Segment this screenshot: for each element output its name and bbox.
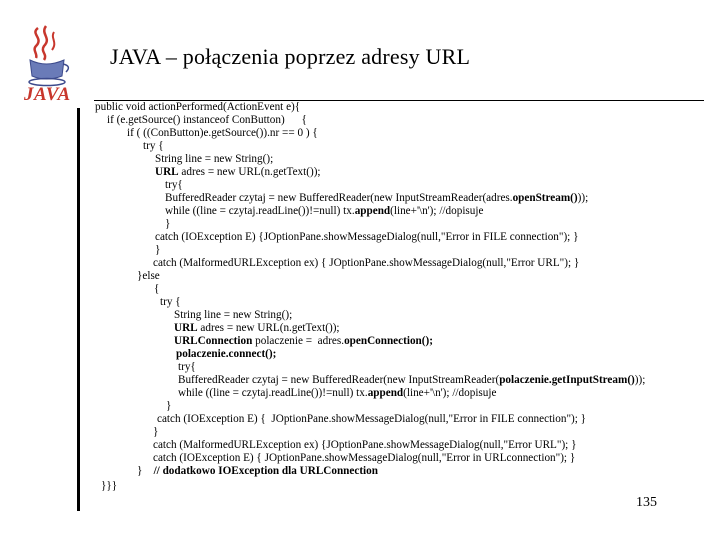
code-line: }: [155, 244, 161, 256]
code-line: } // dodatkowo IOException dla URLConnection: [137, 465, 378, 477]
code-line: URLConnection polaczenie = adres.openConnection();: [174, 335, 433, 347]
code-line: polaczenie.connect();: [176, 348, 277, 360]
left-vertical-rule: [77, 108, 80, 511]
code-line: catch (MalformedURLException ex) { JOptionPane.showMessageDialog(null,"Error URL"); }: [153, 257, 580, 269]
code-line: catch (MalformedURLException ex) {JOptionPane.showMessageDialog(null,"Error URL"); }: [153, 439, 577, 451]
code-line: BufferedReader czytaj = new BufferedReader(new InputStreamReader(adres.openStream()));: [165, 192, 589, 204]
logo-text: JAVA: [24, 84, 71, 105]
code-line: String line = new String();: [174, 309, 293, 321]
page-number: 135: [636, 495, 657, 510]
code-line: if ( ((ConButton)e.getSource()).nr == 0 ) {: [127, 127, 318, 139]
code-line: }: [153, 426, 159, 438]
code-line: catch (IOException E) { JOptionPane.showMessageDialog(null,"Error in FILE connection"); }: [157, 413, 587, 425]
code-line: catch (IOException E) {JOptionPane.showMessageDialog(null,"Error in FILE connection"); }: [155, 231, 579, 243]
code-line: }: [165, 218, 171, 230]
code-line: if (e.getSource() instanceof ConButton) {: [107, 114, 307, 126]
code-line: while ((line = czytaj.readLine())!=null) tx.append(line+'\n'); //dopisuje: [178, 387, 497, 399]
code-line: BufferedReader czytaj = new BufferedReader(new InputStreamReader(polaczenie.getInputStream()));: [178, 374, 646, 386]
code-line: }else: [137, 270, 160, 282]
code-line: {: [154, 283, 160, 295]
code-line: }}}: [101, 480, 118, 492]
java-logo: [22, 22, 74, 106]
code-line: try {: [160, 296, 181, 308]
slide-title: JAVA – połączenia poprzez adresy URL: [110, 44, 471, 69]
code-line: try{: [178, 361, 196, 373]
code-line: String line = new String();: [155, 153, 274, 165]
code-line: catch (IOException E) { JOptionPane.showMessageDialog(null,"Error in URLconnection"); }: [153, 452, 576, 464]
code-line: while ((line = czytaj.readLine())!=null) tx.append(line+'\n'); //dopisuje: [165, 205, 484, 217]
code-line: public void actionPerformed(ActionEvent e){: [95, 101, 301, 113]
code-line: try {: [143, 140, 164, 152]
code-line: URL adres = new URL(n.getText());: [155, 166, 321, 178]
code-line: try{: [165, 179, 183, 191]
code-line: URL adres = new URL(n.getText());: [174, 322, 340, 334]
code-line: }: [166, 400, 172, 412]
